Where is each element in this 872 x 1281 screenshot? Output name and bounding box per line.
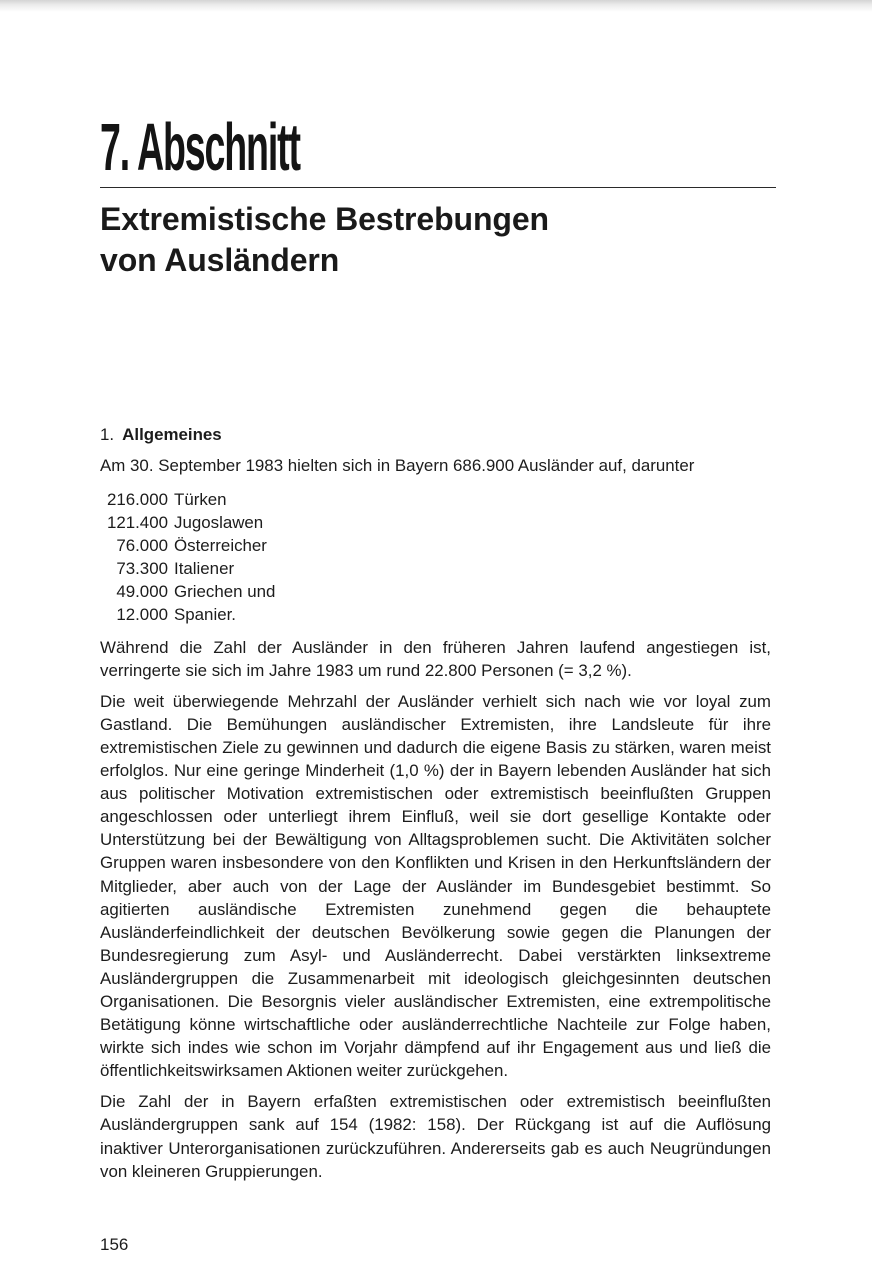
list-item-label: Griechen und: [174, 582, 276, 602]
scan-top-edge: [0, 0, 872, 12]
chapter-label: 7. Abschnitt: [100, 110, 300, 185]
title-rule: [100, 187, 776, 188]
list-item-label: Spanier.: [174, 605, 236, 625]
list-item-label: Italiener: [174, 559, 235, 579]
page-number: 156: [100, 1235, 129, 1254]
list-item-count: 12.000: [116, 605, 168, 625]
list-item: [100, 534, 771, 557]
list-item-count: 73.300: [116, 559, 168, 579]
chapter-title-line-2: von Ausländern: [100, 242, 340, 278]
section-heading-label: Allgemeines: [122, 425, 222, 444]
chapter-title-line-1: Extremistische Bestrebungen: [100, 201, 550, 237]
list-item: [100, 580, 771, 603]
list-item-count: 121.400: [106, 513, 168, 533]
list-item: [100, 511, 771, 534]
section-number: 1.: [100, 425, 115, 444]
list-item-count: 216.000: [106, 490, 168, 509]
chapter-title: [100, 199, 549, 281]
intro-paragraph: Am 30. September 1983 hielten sich in Bayern 686.900 Ausländer auf, darunter: [100, 456, 695, 475]
nationality-list: [100, 488, 771, 627]
main-content: [100, 423, 771, 1191]
list-item: [100, 488, 771, 511]
section-heading: [100, 423, 771, 447]
body-paragraph: Während die Zahl der Ausländer in den früheren Jahren laufend angestiegen ist, verringerte sie sich im Jahre 1983 um rund 22.800 Personen (= 3,2 %).: [100, 637, 771, 680]
list-item-count: 76.000: [116, 536, 168, 556]
list-item-label: Jugoslawen: [174, 513, 264, 533]
list-item-label: Österreicher: [174, 536, 267, 556]
list-item: [100, 557, 771, 580]
body-paragraph: Die Zahl der in Bayern erfaßten extremistischen oder extremistisch beeinflußten Ausländergruppen sank auf 154 (1982: 158). Der Rückgang ist auf die Auflösung inaktiver Unterorganisationen zurückzuführen. Andererseits gab es auch Neugründungen von kleineren Gruppierungen.: [100, 1092, 771, 1181]
body-paragraph: Die weit überwiegende Mehrzahl der Ausländer verhielt sich nach wie vor loyal zum Gastland. Die Bemühungen ausländischer Extremisten, ihre Landsleute für ihre extremistischen Ziele zu gewinnen und dadurch die eigene Basis zu stärken, waren meist erfolglos. Nur eine geringe Minderheit (1,0 %) der in Bayern lebenden Ausländer hat sich aus politischer Motivation extremistischen oder extremistisch beeinflußten Gruppen angeschlossen oder unterliegt ihrem Einfluß, weil sie dort gesellige Kontakte oder Unterstützung bei der Bewältigung von Alltagsproblemen sucht. Die Aktivitäten solcher Gruppen waren insbesondere von den Konflikten und Krisen in den Herkunftsländern der Mitglieder, aber auch von der Lage der Ausländer im Bundesgebiet bestimmt. So agitierten ausländische Extremisten zunehmend gegen die behauptete Ausländerfeindlichkeit der deutschen Bevölkerung sowie gegen die Planungen der Bundesregierung zum Asyl- und Ausländerrecht. Dabei verstärkten linksextreme Ausländergruppen die Zusammenarbeit mit ideologisch gleichgesinnten deutschen Organisationen. Die Besorgnis vieler ausländischer Extremisten, eine extrempolitische Betätigung könne wirtschaftliche oder ausländerrechtliche Nachteile zur Folge haben, wirkte sich indes wie schon im Vorjahr dämpfend auf ihr Engagement aus und ließ die öffentlichkeitswirksamen Aktionen weiter zurückgehen.: [100, 691, 771, 1081]
list-item-label: Türken: [174, 490, 227, 509]
list-item: [100, 603, 771, 626]
list-item-count: 49.000: [116, 582, 168, 602]
